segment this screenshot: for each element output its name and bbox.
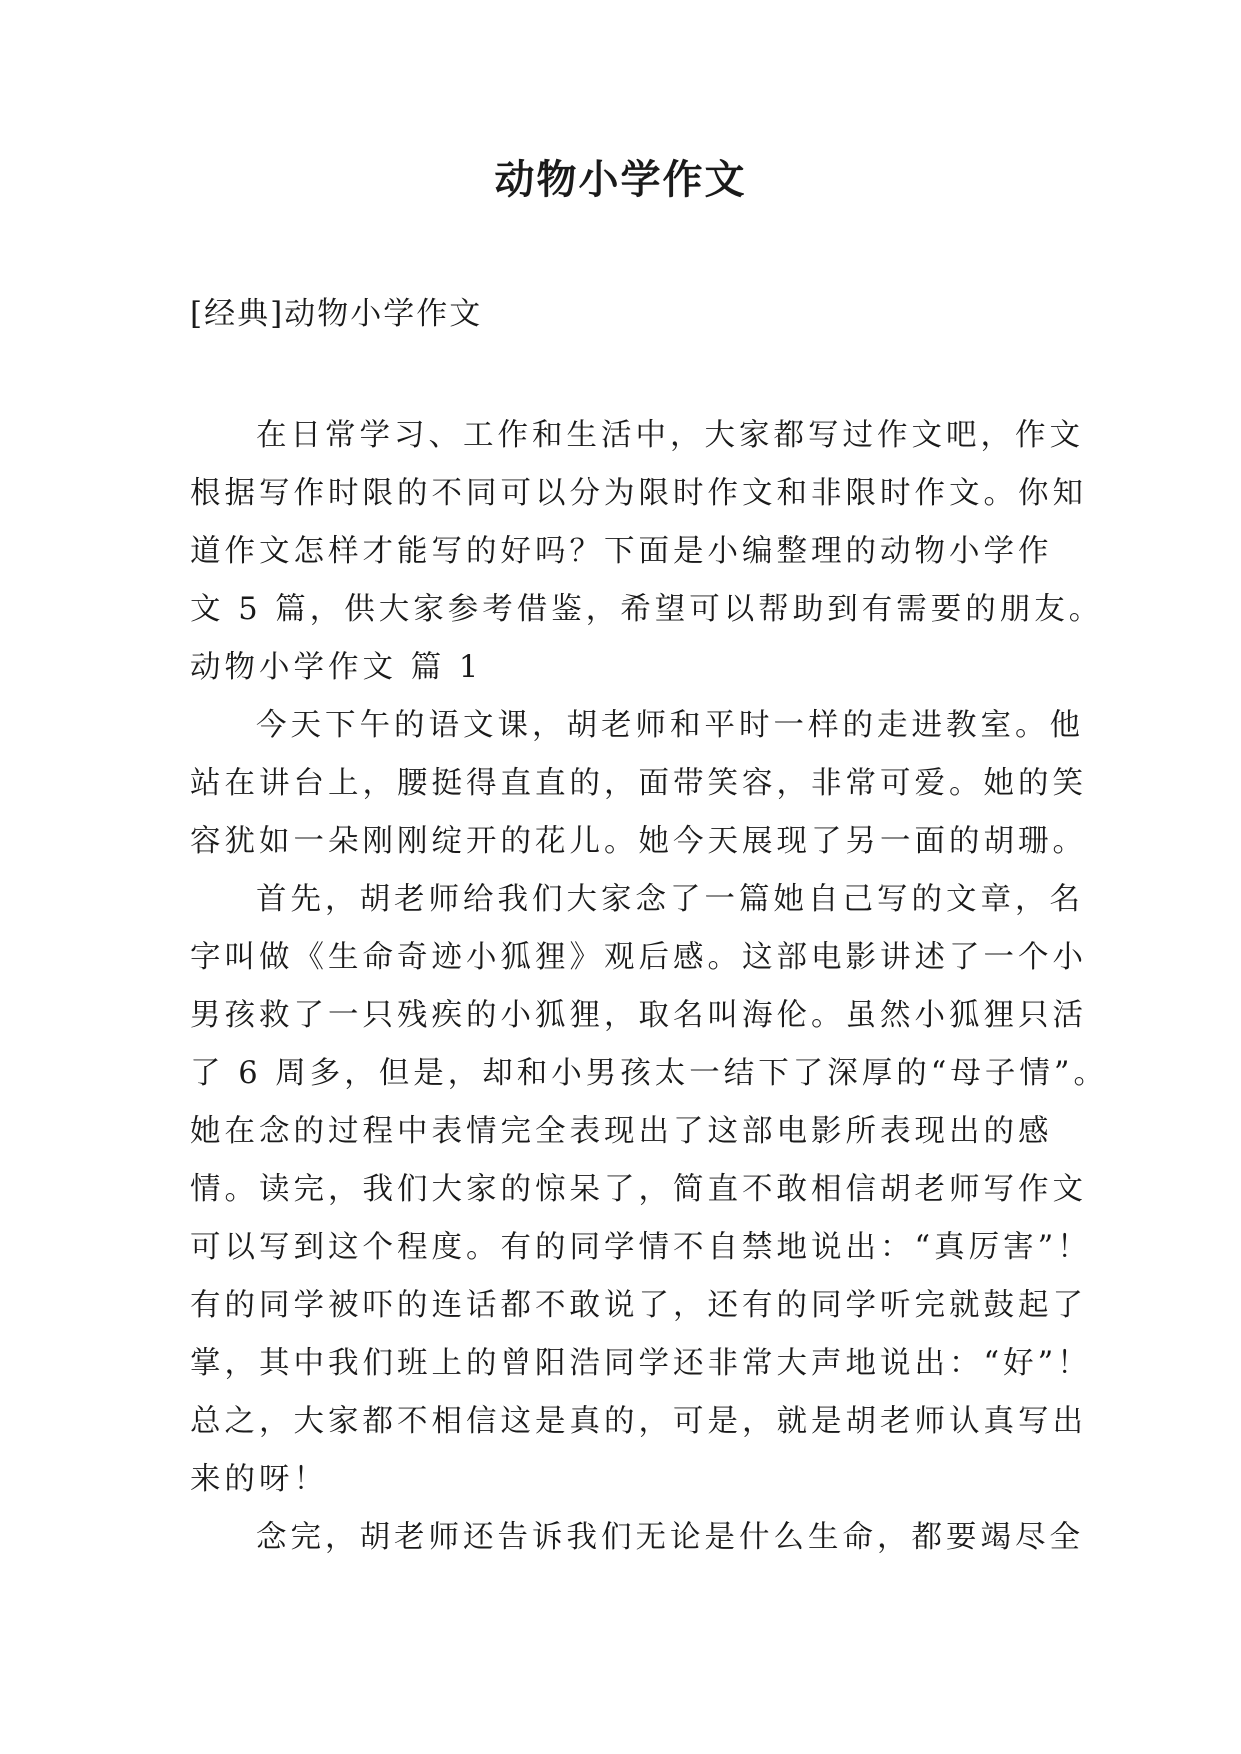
text-line: 情。读完，我们大家的惊呆了，简直不敢相信胡老师写作文 [190, 1172, 1087, 1207]
text-line: 男孩救了一只残疾的小狐狸，取名叫海伦。虽然小狐狸只活 [190, 998, 1087, 1033]
text-line: 道作文怎样才能写的好吗？下面是小编整理的动物小学作 [190, 534, 1053, 569]
text-line: 今天下午的语文课，胡老师和平时一样的走进教室。他 [256, 708, 1084, 743]
section-heading: 动物小学作文 篇 1 [190, 650, 483, 685]
text-line: 字叫做《生命奇迹小狐狸》观后感。这部电影讲述了一个小 [190, 940, 1087, 975]
document-title: 动物小学作文 [494, 157, 747, 203]
text-line: 容犹如一朵刚刚绽开的花儿。她今天展现了另一面的胡珊。 [190, 824, 1087, 859]
text-line: 可以写到这个程度。有的同学情不自禁地说出：“真厉害”！ [190, 1230, 1092, 1265]
text-line: 站在讲台上，腰挺得直直的，面带笑容，非常可爱。她的笑 [190, 766, 1087, 801]
text-line: 掌，其中我们班上的曾阳浩同学还非常大声地说出：“好”！ [190, 1346, 1092, 1381]
text-line: 首先，胡老师给我们大家念了一篇她自己写的文章，名 [256, 882, 1084, 917]
text-line: 文 5 篇，供大家参考借鉴，希望可以帮助到有需要的朋友。 [190, 592, 1104, 627]
text-line: 她在念的过程中表情完全表现出了这部电影所表现出的感 [190, 1114, 1053, 1149]
text-line: 根据写作时限的不同可以分为限时作文和非限时作文。你知 [190, 476, 1087, 511]
text-line: 念完，胡老师还告诉我们无论是什么生命，都要竭尽全 [256, 1520, 1084, 1555]
text-line: 在日常学习、工作和生活中，大家都写过作文吧，作文 [256, 418, 1084, 453]
text-line: 了 6 周多，但是，却和小男孩太一结下了深厚的“母子情”。 [190, 1056, 1108, 1091]
text-line: 总之，大家都不相信这是真的，可是，就是胡老师认真写出 [190, 1404, 1087, 1439]
text-line: 来的呀！ [190, 1462, 328, 1497]
text-line: 有的同学被吓的连话都不敢说了，还有的同学听完就鼓起了 [190, 1288, 1087, 1323]
document-subtitle: [经典]动物小学作文 [190, 296, 483, 332]
